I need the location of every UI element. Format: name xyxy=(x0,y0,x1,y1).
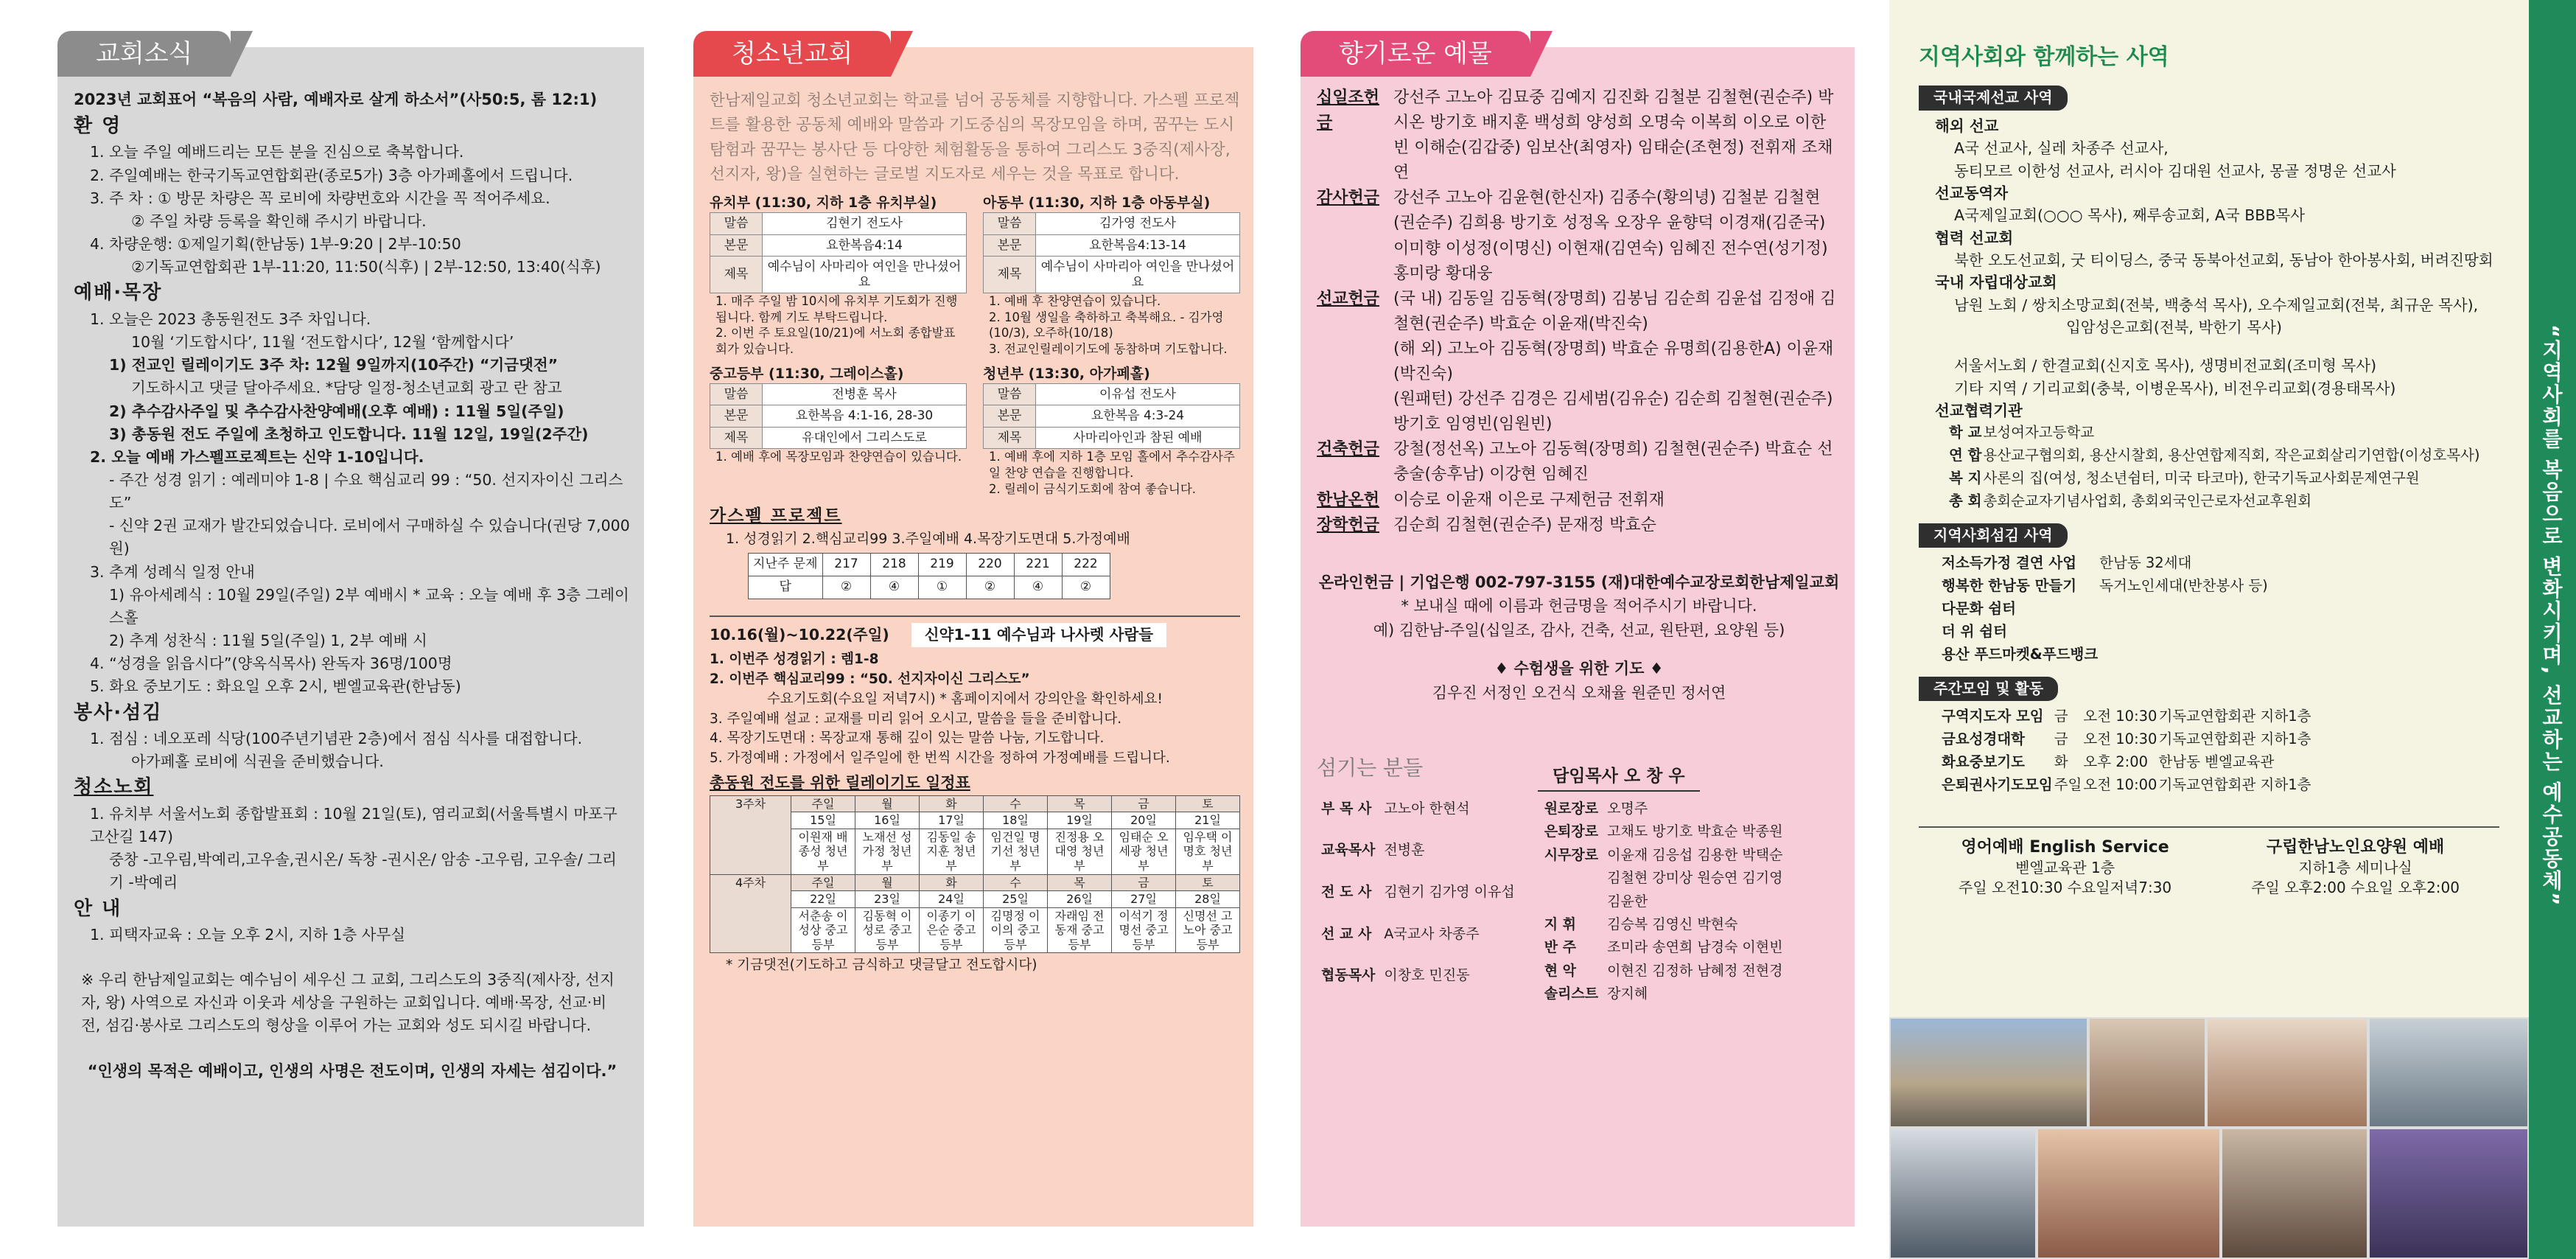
officer-role: 은퇴장로 xyxy=(1544,823,1599,840)
relay-day: 목 xyxy=(1048,874,1112,891)
sermon-field-value: 사마리아인과 참된 예배 xyxy=(1036,427,1240,448)
community-serve-role: 더 위 쉼터 xyxy=(1942,622,2007,640)
mission-line: A국제일교회(○○○ 목사), 째루송교회, A국 BBB목사 xyxy=(1954,206,2306,225)
gospel-project-items: 1. 성경읽기 2.핵심교리99 3.주일예배 4.목장기도면대 5.가정예배 xyxy=(726,531,1130,548)
officer-names: 오명주 xyxy=(1607,800,1648,817)
sermon-field-value: 예수님이 사마리아 여인을 만나셨어요 xyxy=(1036,257,1240,293)
officer-role xyxy=(1540,890,1603,913)
community-serve-tag: 지역사회섬김 사역 xyxy=(1919,523,2068,548)
department-title: 아동부 (11:30, 지하 1층 아동부실) xyxy=(983,195,1211,212)
youth-photo xyxy=(2037,1128,2221,1259)
relay-names: 진정용 오대영 청년부 xyxy=(1048,829,1112,874)
community-title: 지역사회와 함께하는 사역 xyxy=(1919,44,2169,70)
church-news-panel xyxy=(57,39,644,1227)
sermon-field-value: 요한복음4:14 xyxy=(763,234,967,256)
service-heading: 봉사·섬김 xyxy=(74,701,163,724)
relay-date: 27일 xyxy=(1112,891,1176,908)
sermon-field-value: 유대인에서 그리스도로 xyxy=(763,427,967,448)
relay-date: 25일 xyxy=(984,891,1048,908)
officer-names: 김승복 김영신 박현숙 xyxy=(1607,916,1738,932)
relay-names: 임건일 명기선 청년부 xyxy=(984,829,1048,874)
welcome-line: 3. 주 차 : ① 방문 차량은 꼭 로비에 차량번호와 시간을 꼭 적어주세요. xyxy=(90,189,550,207)
offering-list xyxy=(1317,86,1841,538)
weekly-meeting-names: 금 xyxy=(2054,730,2068,748)
sermon-field-label: 본문 xyxy=(710,405,763,427)
relay-day: 토 xyxy=(1176,874,1240,891)
exam-prayer-names: 김우진 서정인 오건식 오채율 원준민 정서연 xyxy=(1432,683,1726,702)
welcome-heading: 환 영 xyxy=(74,114,122,137)
offering-row xyxy=(1317,86,1841,186)
relay-day: 금 xyxy=(1112,874,1176,891)
community-serve-names: 한남동 32세대 xyxy=(2099,554,2192,572)
gospel-question-number: 220 xyxy=(966,554,1014,576)
weekly-meeting-names: 주일 xyxy=(2054,775,2082,793)
gospel-question-number: 222 xyxy=(1062,554,1110,576)
relay-date: 18일 xyxy=(984,812,1048,829)
worship-line: 10월 ‘기도합시다’, 11월 ‘전도합시다’, 12월 ‘함께합시다’ xyxy=(131,333,514,352)
relay-names: 임우택 이명호 청년부 xyxy=(1176,829,1240,874)
sermon-field-value: 이유섭 전도사 xyxy=(1036,384,1240,405)
offering-panel xyxy=(1301,39,1855,1227)
presbytery-line: 1. 유치부 서울서노회 종합발표회 : 10월 21일(토), 염리교회(서울특별시 마포구 고산길 147) xyxy=(90,804,617,846)
weekly-meeting-names: 오전 10:30 xyxy=(2083,708,2157,725)
offering-tab: 향기로운 예물 xyxy=(1301,31,1530,77)
offering-label: 선교헌금 xyxy=(1317,289,1380,308)
week-line: 3. 주일예배 설교 : 교재를 미리 읽어 오시고, 말씀을 들을 준비합니다. xyxy=(710,711,1122,727)
nursing-service-title: 구립한남노인요양원 예배 xyxy=(2266,837,2445,857)
relay-date: 28일 xyxy=(1176,891,1240,908)
worship-line: 기도하시고 댓글 달아주세요. *담당 일정-청소년교회 광고 란 참고 xyxy=(131,379,562,397)
offering-names: 강선주 고노아 김윤현(한신자) 김종수(황의녕) 김철분 김철현(권순주) 김희용 방기호 성정옥 오장우 윤향덕 이경재(김준국) 이미향 이성정(이명신) 이현재(김연숙) 임혜진 전수연(성기정) 홍미랑 황대웅 xyxy=(1393,189,1828,283)
relay-day: 금 xyxy=(1112,795,1176,812)
gospel-project-heading: 가스펠 프로젝트 xyxy=(710,506,842,526)
presbytery-heading: 청소노회 xyxy=(74,776,154,799)
relay-date: 16일 xyxy=(855,812,920,829)
relay-day: 주일 xyxy=(791,874,855,891)
department-title: 유치부 (11:30, 지하 1층 유치부실) xyxy=(710,195,937,212)
department-block xyxy=(710,194,967,358)
sermon-field-value: 김가영 전도사 xyxy=(1036,213,1240,234)
relay-prayer-heading: 총동원 전도를 위한 릴레이기도 일정표 xyxy=(710,774,970,792)
week-line: 수요기도회(수요일 저녁7시) * 홈페이지에서 강의안을 확인하세요! xyxy=(767,691,1163,707)
senior-pastor: 담임목사 오 창 우 xyxy=(1538,764,1700,792)
church-news-tab: 교회소식 xyxy=(57,31,231,77)
week-line: 1. 이번주 성경읽기 : 렘1-8 xyxy=(710,652,879,668)
relay-names: 이원재 배종성 청년부 xyxy=(791,829,855,874)
officer-names: 김현기 김가영 이유섭 xyxy=(1384,883,1515,900)
officer-role: 협동목사 xyxy=(1321,967,1376,984)
officer-names: 장지혜 xyxy=(1607,986,1648,1002)
mission-line: 서울서노회 / 한결교회(신지호 목사), 생명비전교회(조미형 목사) xyxy=(1954,357,2377,375)
relay-day: 수 xyxy=(984,874,1048,891)
sermon-field-value: 요한복음 4:3-24 xyxy=(1036,405,1240,427)
welcome-line: ② 주일 차량 등록을 확인해 주시기 바랍니다. xyxy=(131,212,427,230)
department-note: 1. 예배 후에 목장모임과 찬양연습이 있습니다. xyxy=(715,450,962,464)
officer-role: 현 악 xyxy=(1544,962,1577,979)
officer-role: 솔리스트 xyxy=(1544,986,1599,1002)
weekly-meeting-role: 금요성경대학 xyxy=(1942,730,2026,748)
relay-names: 노재선 성가정 청년부 xyxy=(855,829,920,874)
weekly-meeting-role: 화요중보기도 xyxy=(1942,753,2026,770)
offering-row xyxy=(1317,437,1841,487)
worship-photo xyxy=(2206,1017,2368,1128)
weekly-meeting-names: 오전 10:30 xyxy=(2083,730,2157,748)
partner-names: 용산교구협의회, 용산시찰회, 용산연합제직회, 작은교회살리기연합(이성호목사) xyxy=(1983,447,2480,464)
sermon-field-label: 제목 xyxy=(710,427,763,448)
gospel-question-number: 221 xyxy=(1014,554,1062,576)
welcome-line: 4. 차량운행: ①제일기획(한남동) 1부-9:20 | 2부-10:50 xyxy=(90,235,461,254)
offering-names: 강선주 고노아 김묘중 김예지 김진화 김철분 김철현(권순주) 박시온 방기호 배지훈 백성희 양성희 오명숙 이복희 이오로 이한빈 이해순(김갑중) 임보산(최영자) 임태순(조현정) 전휘재 조채연 xyxy=(1393,88,1834,183)
mission-heading: 선교동역자 xyxy=(1935,184,2009,202)
sermon-field-value: 요한복음4:13-14 xyxy=(1036,234,1240,256)
partner-role: 학 교 xyxy=(1949,424,1982,442)
sermon-field-value: 예수님이 사마리아 여인을 만나셨어요 xyxy=(763,257,967,293)
offering-label: 건축헌금 xyxy=(1317,440,1380,459)
week-title: 신약1-11 예수님과 나사렛 사람들 xyxy=(911,623,1166,647)
online-offering-note: * 보내실 때에 이름과 헌금명을 적어주시기 바랍니다. xyxy=(1401,597,1757,615)
worship-line: 2) 추수감사주일 및 추수감사찬양예배(오후 예배) : 11월 5일(주일) xyxy=(109,402,564,420)
english-service-time: 주일 오전10:30 수요일저녁7:30 xyxy=(1959,879,2172,897)
relay-day: 주일 xyxy=(791,795,855,812)
servers-heading: 섬기는 분들 xyxy=(1317,756,1424,781)
partner-names: 사론의 집(여성, 청소년쉼터, 미국 타코마), 한국기독교사회문제연구원 xyxy=(1983,469,2420,486)
department-note: 2. 10월 생일을 축하하고 축복해요. - 김가영(10/3), 오주하(10/18) xyxy=(989,310,1224,341)
relay-date: 23일 xyxy=(855,891,920,908)
offering-label: 한남온헌 xyxy=(1317,490,1380,509)
community-serve-role: 저소득가정 결연 사업 xyxy=(1942,554,2077,572)
relay-names: 김동일 송지훈 청년부 xyxy=(920,829,984,874)
week-label: 4주차 xyxy=(710,874,791,953)
officer-names: 이윤재 김응섭 김용한 박택순 xyxy=(1607,846,1783,863)
offering-names: (원패턴) 강선주 김경은 김세범(김유순) 김순희 김철현(권순주) 방기호 임영빈(임원빈) xyxy=(1393,390,1833,434)
relay-day: 화 xyxy=(920,795,984,812)
welcome-line: ②기독교연합회관 1부-11:20, 11:50(식후) | 2부-12:50, 13:40(식후) xyxy=(131,258,601,276)
worship-line: 2. 오늘 예배 가스펠프로젝트는 신약 1-10입니다. xyxy=(90,447,424,466)
relay-date: 22일 xyxy=(791,891,855,908)
community-serve-names xyxy=(2099,598,2269,621)
sermon-field-label: 말씀 xyxy=(984,213,1036,234)
weekly-meeting-names: 화 xyxy=(2054,753,2068,770)
worship-line: - 신약 2권 교재가 발간되었습니다. 로비에서 구매하실 수 있습니다(권당 7,000원) xyxy=(109,517,630,558)
youth-church-tab: 청소년교회 xyxy=(693,31,891,77)
department-block xyxy=(710,365,967,498)
department-note: 2. 이번 주 토요일(10/21)에 서노회 종합발표회가 있습니다. xyxy=(715,326,956,357)
officer-role: 원로장로 xyxy=(1544,800,1599,817)
sermon-field-label: 제목 xyxy=(984,257,1036,293)
sermon-field-label: 제목 xyxy=(984,427,1036,448)
officer-role: 교육목사 xyxy=(1321,842,1376,859)
service-line: 1. 점심 : 네오포레 식당(100주년기념관 2층)에서 점심 식사를 대접합니다. xyxy=(90,730,583,748)
department-sermon-table xyxy=(710,212,967,293)
officer-names: 이현진 김정하 남혜정 전현경 xyxy=(1607,962,1783,979)
community-serve-role: 용산 푸드마켓&푸드뱅크 xyxy=(1942,645,2099,663)
offering-names: (국 내) 김동일 김동혁(장명희) 김봉님 김순희 김윤섭 김정애 김철현(권순주) 박효순 이윤재(박진숙) xyxy=(1393,289,1836,333)
offering-row xyxy=(1317,337,1841,387)
weekly-meeting-role: 은퇴권사기도모임 xyxy=(1942,775,2053,793)
community-serve-names: 독거노인세대(반찬봉사 등) xyxy=(2099,577,2268,595)
department-block xyxy=(983,365,1240,498)
gospel-question-number: 219 xyxy=(918,554,966,576)
community-serve-role: 다문화 쉼터 xyxy=(1942,600,2016,617)
sermon-field-value: 김현기 전도사 xyxy=(763,213,967,234)
relay-day: 수 xyxy=(984,795,1048,812)
gospel-answer: ④ xyxy=(870,576,918,599)
gospel-answer: ② xyxy=(822,576,870,599)
relay-names: 이종기 이은순 중고등부 xyxy=(920,907,984,953)
gospel-question-number: 217 xyxy=(822,554,870,576)
mission-line: 북한 오도선교회, 굿 티이딩스, 중국 동북아선교회, 동남아 한아봉사회, 버려진땅회 xyxy=(1954,251,2493,269)
offering-label: 감사헌금 xyxy=(1317,189,1380,208)
youth-church-panel xyxy=(693,39,1253,1227)
relay-names: 김동혁 이성로 중고등부 xyxy=(855,907,920,953)
relay-date: 20일 xyxy=(1112,812,1176,829)
mission-heading: 협력 선교회 xyxy=(1935,229,2014,247)
relay-names: 신명선 고노아 중고등부 xyxy=(1176,907,1240,953)
partner-names: 보성여자고등학교 xyxy=(1983,424,2095,442)
offering-label xyxy=(1317,337,1393,387)
vertical-motto: “지역사회를 복음으로 변화시키며, 선교하는 예수공동체” xyxy=(2539,324,2563,907)
weekly-meeting-names: 오후 2:00 xyxy=(2083,753,2149,770)
english-service xyxy=(1959,837,2171,899)
group-photo xyxy=(2088,1017,2206,1128)
gospel-row-label: 지난주 문제 xyxy=(749,554,823,576)
event-photo xyxy=(2368,1017,2529,1128)
offering-row xyxy=(1317,387,1841,437)
officer-role: 반 주 xyxy=(1544,939,1577,956)
community-serve-role: 행복한 한남동 만들기 xyxy=(1942,577,2077,595)
sermon-field-value: 요한복음 4:1-16, 28-30 xyxy=(763,405,967,427)
mission-heading: 국내 자립대상교회 xyxy=(1935,273,2057,292)
online-offering: 온라인헌금 | 기업은행 002-797-3155 (재)대한예수교장로회한남제일교회 xyxy=(1318,573,1840,591)
officer-role: 부 목 사 xyxy=(1321,800,1372,817)
sermon-field-label: 제목 xyxy=(710,257,763,293)
officers-left-table xyxy=(1317,798,1519,1006)
department-sermon-table xyxy=(983,212,1240,293)
officer-role: 선 교 사 xyxy=(1321,925,1372,942)
relay-names: 이석기 정명선 중고등부 xyxy=(1112,907,1176,953)
youth-intro: 한남제일교회 청소년교회는 학교를 넘어 공동체를 지향합니다. 가스펠 프로젝트를 활용한 공동체 예배와 말씀과 기도중심의 목장모임을 하며, 꿈꾸는 도시탐험과 꿈꾸는 봉사단 등 다양한 체험활동을 통하여 그리스도 3중직(제사장, 선지자, 왕)을 실현하는 글로벌 지도자로 세우는 것을 목표로 합니다. xyxy=(710,91,1240,184)
relay-date: 21일 xyxy=(1176,812,1240,829)
department-note: 1. 매주 주일 밤 10시에 유치부 기도회가 진행됩니다. 함께 기도 부탁드립니다. xyxy=(715,293,958,324)
week-date: 10.16(월)~10.22(주일) xyxy=(710,625,889,644)
worship-line: 3) 총동원 전도 주일에 초청하고 인도합니다. 11월 12일, 19일(2주간) xyxy=(109,425,589,443)
relay-date: 17일 xyxy=(920,812,984,829)
relay-day: 화 xyxy=(920,874,984,891)
partner-role: 연 합 xyxy=(1949,447,1982,464)
nursing-service-time: 주일 오후2:00 수요일 오후2:00 xyxy=(2251,879,2460,897)
partner-role: 총 회 xyxy=(1949,492,1982,509)
relay-day: 월 xyxy=(855,795,920,812)
worship-line: 1) 유아세례식 : 10월 29일(주일) 2부 예배시 * 교육 : 오늘 예배 후 3층 그레이스홀 xyxy=(109,585,629,627)
sermon-field-label: 본문 xyxy=(984,405,1036,427)
offering-row xyxy=(1317,287,1841,337)
weekly-meeting-names: 기독교연합회관 지하1층 xyxy=(2158,708,2311,725)
department-note: 1. 예배 후 찬양연습이 있습니다. xyxy=(989,293,1161,308)
department-grid xyxy=(710,194,1240,497)
notice-heading: 안 내 xyxy=(74,897,122,920)
weekly-tag: 주간모임 및 활동 xyxy=(1919,677,2058,702)
department-note: 3. 전교인릴레이기도에 동참하며 기도합니다. xyxy=(989,342,1228,357)
department-note: 1. 예배 후에 지하 1층 모임 홀에서 추수감사주일 찬양 연습을 진행합니다. xyxy=(989,450,1235,480)
sermon-field-label: 본문 xyxy=(984,234,1036,256)
worship-line: 1. 오늘은 2023 총동원전도 3주 차입니다. xyxy=(90,310,371,328)
officer-names: 고채도 방기호 박효순 박종원 xyxy=(1607,823,1783,840)
choir-photo xyxy=(2221,1128,2368,1259)
offering-names: 김순희 김철현(권순주) 문재정 박효순 xyxy=(1393,515,1656,534)
officer-names: 김철현 강미상 원승연 김기영 xyxy=(1607,870,1783,887)
offering-row xyxy=(1317,513,1841,538)
worship-line: 2) 추계 성찬식 : 11월 5일(주일) 1, 2부 예배 시 xyxy=(109,632,427,650)
relay-date: 19일 xyxy=(1048,812,1112,829)
department-sermon-table xyxy=(710,383,967,449)
gospel-answer: ④ xyxy=(1014,576,1062,599)
worship-line: - 주간 성경 읽기 : 예레미야 1-8 | 수요 핵심교리 99 : “50. 선지자이신 그리스도” xyxy=(109,470,623,512)
photo-collage xyxy=(1889,1017,2529,1259)
church-mission-note: ※ 우리 한남제일교회는 예수님이 세우신 그 교회, 그리스도의 3중직(제사장, 선지자, 왕) 사역으로 자신과 이웃과 세상을 구원하는 교회입니다. 예배·목장, 선교·비전, 섬김·봉사로 그리스도의 형상을 이루어 가는 교회와 성도 되시길 바랍니다. xyxy=(81,971,615,1035)
relay-prayer-table xyxy=(710,795,1240,953)
sermon-field-label: 말씀 xyxy=(710,384,763,405)
gospel-answer: ① xyxy=(918,576,966,599)
weekly-meeting-names: 금 xyxy=(2054,708,2068,725)
weekly-meeting-names: 기독교연합회관 지하1층 xyxy=(2158,775,2311,793)
community-panel xyxy=(1889,0,2529,1017)
offering-names: 강철(정선옥) 고노아 김동혁(장명희) 김철현(권순주) 박효순 선충술(송후남) 이강현 임혜진 xyxy=(1393,440,1833,484)
online-offering-example: 예) 김한남-주일(십일조, 감사, 건축, 선교, 원탄편, 요양원 등) xyxy=(1373,621,1785,639)
week-line: 5. 가정예배 : 가정에서 일주일에 한 번씩 시간을 정하여 가정예배를 드립니다. xyxy=(710,750,1170,767)
welcome-line: 2. 주일예배는 한국기독교연합회관(종로5가) 3층 아가페홀에서 드립니다. xyxy=(90,166,573,184)
offering-names: 이승로 이윤재 이은로 구제헌금 전휘재 xyxy=(1393,490,1665,509)
relay-day: 목 xyxy=(1048,795,1112,812)
officer-names: 조미라 송연희 남경숙 이현빈 xyxy=(1607,939,1783,956)
worship-line: 4. “성경을 읽읍시다”(양옥식목사) 완독자 36명/100명 xyxy=(90,655,452,673)
department-note: 2. 릴레이 금식기도회에 참여 좋습니다. xyxy=(989,481,1197,496)
church-building-photo xyxy=(1889,1017,2088,1128)
department-title: 중고등부 (11:30, 그레이스홀) xyxy=(710,365,904,382)
weekly-table xyxy=(1941,705,2311,796)
relay-names: 임태순 오세광 청년부 xyxy=(1112,829,1176,874)
officers-right-table xyxy=(1540,798,1788,1006)
offering-row xyxy=(1317,186,1841,286)
exam-prayer-title: ♦ 수험생을 위한 기도 ♦ xyxy=(1494,660,1664,678)
offering-names: (해 외) 고노아 김동혁(장명희) 박효순 유명희(김용한A) 이윤재(박진숙) xyxy=(1393,339,1834,384)
weekly-meeting-role: 구역지도자 모임 xyxy=(1942,708,2044,725)
presbytery-line: 중창 -고우림,박예리,고우솔,권시온/ 독창 -권시온/ 암송 -고우림, 고우솔/ 그리기 -박예리 xyxy=(109,851,617,892)
officer-role: 지 휘 xyxy=(1544,916,1577,932)
worship-heading: 예배·목장 xyxy=(74,282,163,304)
offering-row xyxy=(1317,488,1841,513)
gospel-row-label: 답 xyxy=(749,576,823,599)
relay-date: 15일 xyxy=(791,812,855,829)
gospel-answer: ② xyxy=(966,576,1014,599)
mission-line: 남원 노회 / 쌍치소망교회(전북, 백충석 목사), 오수제일교회(전북, 최규운 목사), xyxy=(1954,296,2479,314)
offering-label xyxy=(1317,387,1393,437)
nursing-home-service xyxy=(2251,837,2460,899)
weekly-meeting-names: 한남동 벧엘교육관 xyxy=(2158,753,2275,770)
department-block xyxy=(983,194,1240,358)
mission-heading: 해외 선교 xyxy=(1935,116,1999,135)
partner-role: 복 지 xyxy=(1949,469,1982,486)
officer-names: 이창호 민진동 xyxy=(1384,967,1470,984)
week-label: 3주차 xyxy=(710,795,791,874)
gospel-answer: ② xyxy=(1062,576,1110,599)
worship-line: 1) 전교인 릴레이기도 3주 차: 12월 9일까지(10주간) “기금댓전” xyxy=(109,356,559,374)
relay-names: 김명정 이이의 중고등부 xyxy=(984,907,1048,953)
officer-role: 전 도 사 xyxy=(1321,883,1372,900)
relay-date: 26일 xyxy=(1048,891,1112,908)
department-title: 청년부 (13:30, 아가페홀) xyxy=(983,365,1150,382)
mission-heading: 선교협력기관 xyxy=(1935,401,2023,419)
weekly-meeting-names: 오전 10:00 xyxy=(2083,775,2157,793)
gospel-question-number: 218 xyxy=(870,554,918,576)
notice-line: 1. 피택자교육 : 오늘 오후 2시, 지하 1층 사무실 xyxy=(90,926,406,944)
relay-names: 자래임 전동재 중고등부 xyxy=(1048,907,1112,953)
community-serve-names xyxy=(2099,644,2269,666)
sanctuary-photo xyxy=(2368,1128,2529,1259)
partner-table xyxy=(1948,422,2481,512)
week-line: 4. 목장기도면대 : 목장교재 통해 깊이 있는 말씀 나눔, 기도합니다. xyxy=(710,730,1105,747)
relay-names: 서춘송 이성상 중고등부 xyxy=(791,907,855,953)
relay-day: 월 xyxy=(855,874,920,891)
officer-names: A국교사 차종주 xyxy=(1384,925,1480,942)
relay-note: * 기금댓전(기도하고 금식하고 댓글달고 전도합시다) xyxy=(726,958,1037,974)
sermon-field-label: 말씀 xyxy=(984,384,1036,405)
officer-role xyxy=(1540,867,1603,890)
sermon-field-value: 전병훈 목사 xyxy=(763,384,967,405)
officer-names: 전병훈 xyxy=(1384,842,1425,859)
sermon-field-label: 본문 xyxy=(710,234,763,256)
church-motto: 2023년 교회표어 “복음의 사람, 예배자로 살게 하소서”(사50:5, 롬 12:1) xyxy=(74,91,598,108)
relay-day: 토 xyxy=(1176,795,1240,812)
ceremony-photo xyxy=(1889,1128,2037,1259)
community-serve-table xyxy=(1941,552,2269,666)
relay-date: 24일 xyxy=(920,891,984,908)
officer-role: 시무장로 xyxy=(1544,846,1599,863)
mission-line: A국 선교사, 실레 차종주 선교사, xyxy=(1954,139,2169,158)
sermon-field-label: 말씀 xyxy=(710,213,763,234)
offering-label: 십일조헌금 xyxy=(1317,88,1380,133)
mission-line: 입암성은교회(전북, 박한기 목사) xyxy=(2066,318,2282,336)
community-serve-names xyxy=(2099,621,2269,644)
offering-label: 장학헌금 xyxy=(1317,515,1380,534)
church-quote: “인생의 목적은 예배이고, 인생의 사명은 전도이며, 인생의 자세는 섬김이다.” xyxy=(87,1061,617,1080)
week-line: 2. 이번주 핵심교리99 : “50. 선지자이신 그리스도” xyxy=(710,671,1030,687)
english-service-place: 벧엘교육관 1층 xyxy=(2015,859,2115,877)
worship-line: 3. 추계 성례식 일정 안내 xyxy=(90,562,255,581)
worship-line: 5. 화요 중보기도 : 화요일 오후 2시, 벧엘교육관(한남동) xyxy=(90,677,461,696)
gospel-answer-table xyxy=(748,553,1110,599)
mission-line: 기타 지역 / 기리교회(충북, 이병운목사), 비전우리교회(경용태목사) xyxy=(1954,379,2396,397)
nursing-service-place: 지하1층 세미나실 xyxy=(2298,859,2412,877)
department-sermon-table xyxy=(983,383,1240,449)
weekly-meeting-names: 기독교연합회관 지하1층 xyxy=(2158,730,2311,748)
service-line: 아가페홀 로비에 식권을 준비했습니다. xyxy=(131,753,384,771)
officer-names: 고노아 한현석 xyxy=(1384,800,1470,817)
officer-names: 김윤한 xyxy=(1607,893,1648,910)
partner-names: 총회순교자기념사업회, 총회외국인근로자선교후원회 xyxy=(1983,492,2312,509)
welcome-line: 1. 오늘 주일 예배드리는 모든 분을 진심으로 축복합니다. xyxy=(90,143,464,161)
mission-tag: 국내국제선교 사역 xyxy=(1919,86,2068,111)
english-service-title: 영어예배 English Service xyxy=(1961,837,2169,857)
mission-line: 동티모르 이한성 선교사, 러시아 김대원 선교사, 몽골 정명운 선교사 xyxy=(1954,161,2396,180)
